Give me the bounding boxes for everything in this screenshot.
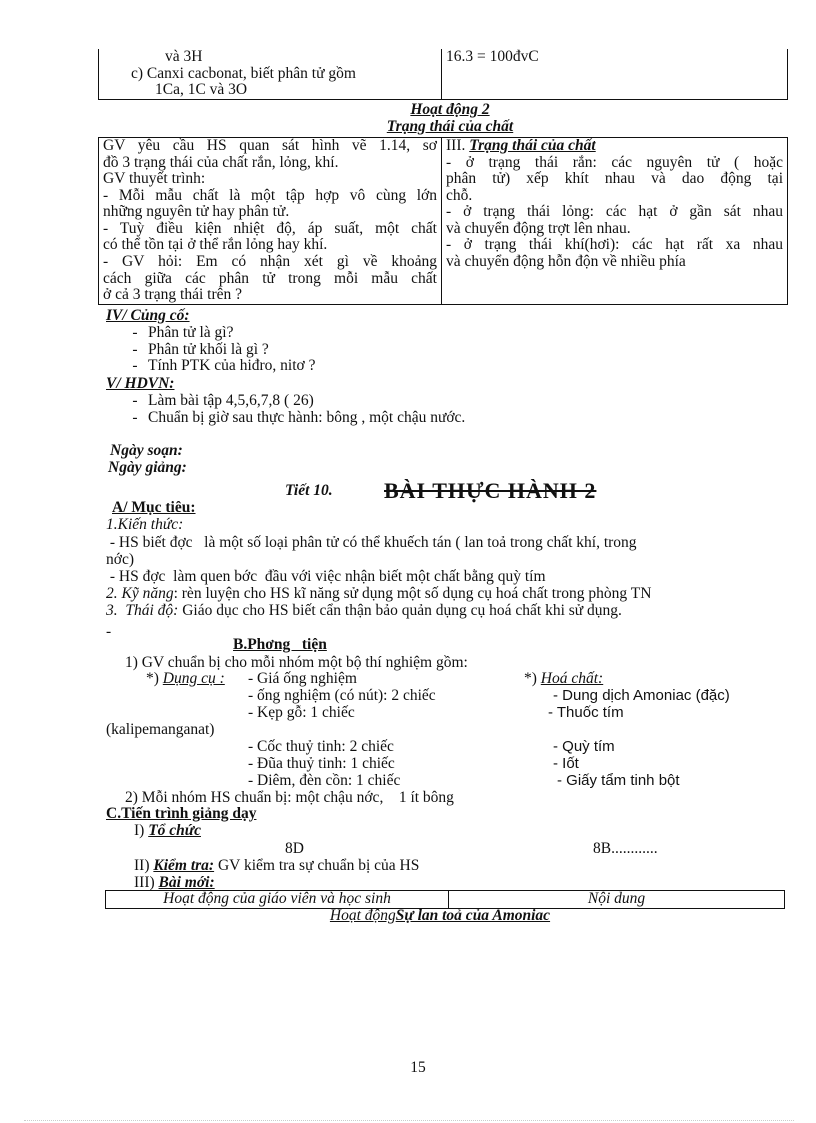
top-table bbox=[98, 49, 788, 100]
activity2-content-cell bbox=[442, 138, 788, 305]
cung-co-bullet: - bbox=[132, 357, 138, 375]
dung-cu-label: Dụng cụ : bbox=[162, 670, 225, 687]
stray-dash: - bbox=[106, 623, 112, 640]
hoa-chat-label: Hoá chất: bbox=[540, 670, 604, 687]
tiet-label: Tiết 10. bbox=[285, 482, 333, 499]
cung-co-heading: IV/ Củng cố: bbox=[106, 307, 190, 324]
dung-cu-item-3: - Kẹp gỗ: 1 chiếc bbox=[248, 704, 355, 721]
top-table-right-cell bbox=[442, 49, 788, 100]
kalipemanganat: (kalipemanganat) bbox=[106, 721, 215, 738]
kien-thuc-line-1: - HS biết đợc là một số loại phân tử có thể khuếch tán ( lan toả trong chất khí, trong bbox=[106, 534, 637, 551]
activity2-right-line-5: và chuyển động trợt lên nhau. bbox=[446, 219, 631, 237]
muc-tieu-heading: A/ Mục tiêu: bbox=[112, 499, 196, 516]
kiem-tra-text: GV kiểm tra sự chuẩn bị của HS bbox=[214, 857, 420, 874]
activity2-left-line-9: cách giữa các phân tử trong mỗi mẫu chất bbox=[103, 269, 437, 287]
lesson-table-header-left: Hoạt động của giáo viên và học sinh bbox=[106, 891, 449, 909]
cung-co-item-1 bbox=[122, 325, 315, 342]
page-bottom-rule bbox=[24, 1120, 794, 1121]
activity2-left-line-5: những nguyên tử hay phân tử. bbox=[103, 203, 290, 221]
activity2-left-line-2: đồ 3 trạng thái của chất rắn, lỏng, khí. bbox=[103, 153, 339, 171]
tien-trinh-heading: C.Tiến trình giảng dạy bbox=[106, 805, 257, 822]
hdvn-heading: V/ HDVN: bbox=[106, 375, 175, 392]
hdvn-item-text: Chuẩn bị giờ sau thực hành: bông , một chậu nước. bbox=[148, 408, 466, 426]
ngay-soan: Ngày soạn: bbox=[110, 442, 183, 459]
kiem-tra-label: Kiểm tra: bbox=[153, 857, 215, 874]
phuong-tien-intro: 1) GV chuẩn bị cho mỗi nhóm một bộ thí nghiệm gồm: bbox=[125, 654, 468, 671]
activity2-right-line-7: và chuyển động hỗn độn về nhiều phía bbox=[446, 253, 686, 271]
lesson-table bbox=[105, 890, 785, 909]
ky-nang-line bbox=[106, 586, 651, 603]
hoa-chat-item-5: - Giấy tẩm tinh bột bbox=[557, 772, 680, 789]
cung-co-bullet: - bbox=[132, 340, 138, 358]
cung-co-item-text: Phân tử là gì? bbox=[148, 324, 234, 341]
activity2-left-line-3: GV thuyết trình: bbox=[103, 170, 206, 188]
to-chuc-label: Tổ chức bbox=[148, 822, 201, 839]
hdvn-bullet: - bbox=[132, 408, 138, 426]
top-left-line-2: c) Canxi cacbonat, biết phân tử gồm bbox=[131, 64, 356, 82]
thai-do-text: Giáo dục cho HS biết cẩn thận bảo quản dụng cụ hoá chất khi sử dụng. bbox=[178, 602, 622, 619]
cung-co-bullet: - bbox=[132, 324, 138, 341]
hoa-chat-item-4: - Iốt bbox=[553, 755, 579, 772]
dung-cu-item-1: - Giá ống nghiệm bbox=[248, 670, 357, 687]
cung-co-item-text: Tính PTK của hiđro, nitơ ? bbox=[148, 357, 316, 375]
hoa-chat-item-3: - Quỳ tím bbox=[553, 738, 615, 755]
dung-cu-item-5: - Đũa thuỷ tinh: 1 chiếc bbox=[248, 755, 395, 772]
activity-title-text: Sự lan toả của Amoniac bbox=[395, 907, 551, 924]
hoa-chat-item-2: - Thuốc tím bbox=[548, 704, 624, 721]
phuong-tien-heading: B.Phơng tiện bbox=[233, 636, 327, 653]
kien-thuc-line-2: nớc) bbox=[106, 551, 134, 568]
kien-thuc-line-3: - HS đợc làm quen bớc đầu với việc nhận biết một chất bằng quỳ tím bbox=[106, 568, 546, 585]
top-left-line-3: 1Ca, 1C và 3O bbox=[155, 81, 248, 99]
hdvn-list bbox=[122, 393, 465, 426]
activity-title-line bbox=[220, 908, 660, 925]
activity2-right-title bbox=[446, 138, 783, 155]
class-8d: 8D bbox=[285, 840, 304, 857]
activity2-heading: Hoạt động 2 bbox=[410, 101, 490, 118]
activity2-left-line-6: - Tuỳ điều kiện nhiệt độ, áp suất, một chất bbox=[103, 219, 437, 237]
hoa-chat-label-line bbox=[524, 671, 603, 688]
activity2-teacher-cell bbox=[99, 138, 442, 305]
hdvn-item-1 bbox=[122, 393, 465, 410]
dung-cu-prefix: *) bbox=[146, 670, 163, 687]
cung-co-item-text: Phân tử khối là gì ? bbox=[148, 340, 269, 358]
ky-nang-text: : rèn luyện cho HS kĩ năng sử dụng một số dụng cụ hoá chất trong phòng TN bbox=[173, 585, 652, 602]
thai-do-label: 3. Thái độ: bbox=[106, 602, 179, 619]
dung-cu-label-line bbox=[146, 671, 225, 688]
hoa-chat-item-1: - Dung dịch Amoniac (đặc) bbox=[553, 687, 730, 704]
dung-cu-item-2: - ống nghiệm (có nút): 2 chiếc bbox=[248, 687, 436, 704]
kien-thuc-label: 1.Kiến thức: bbox=[106, 516, 184, 533]
top-right-line-1: 16.3 = 100đvC bbox=[446, 48, 539, 65]
activity2-subheading: Trạng thái của chất bbox=[386, 118, 514, 135]
hdvn-bullet: - bbox=[132, 392, 138, 409]
bai-moi-label: Bài mới: bbox=[158, 874, 215, 891]
activity2-left-line-10: ở cả 3 trạng thái trên ? bbox=[103, 286, 243, 304]
kiem-tra-line bbox=[134, 858, 419, 875]
ky-nang-label: 2. Kỹ năng bbox=[106, 585, 174, 602]
activity2-right-line-4: - ở trạng thái lỏng: các hạt ở gần sát nhau bbox=[446, 203, 783, 221]
activity2-table bbox=[98, 137, 788, 305]
activity-title-prefix: Hoạt động bbox=[329, 907, 396, 924]
to-chuc-prefix: I) bbox=[134, 822, 149, 839]
hdvn-item-text: Làm bài tập 4,5,6,7,8 ( 26) bbox=[148, 392, 314, 409]
cung-co-list bbox=[122, 325, 315, 375]
to-chuc-line bbox=[134, 823, 201, 840]
activity2-right-line-2: phân tử) xếp khít nhau và dao động tại bbox=[446, 170, 783, 188]
phuong-tien-item-2: 2) Mỗi nhóm HS chuẩn bị: một chậu nớc, 1 ít bông bbox=[125, 789, 454, 806]
dung-cu-item-4: - Cốc thuỷ tinh: 2 chiếc bbox=[248, 738, 394, 755]
hoa-chat-prefix: *) bbox=[524, 670, 541, 687]
lesson-title: BÀI THỰC HÀNH 2 bbox=[384, 478, 597, 503]
activity2-left-line-4: - Mỗi mẫu chất là một tập hợp vô cùng lớn bbox=[103, 186, 437, 204]
bai-moi-prefix: III) bbox=[134, 874, 159, 891]
activity2-right-title-prefix: III. bbox=[446, 137, 466, 154]
class-8b: 8B............ bbox=[593, 840, 658, 857]
activity2-right-line-6: - ở trạng thái khí(hơi): các hạt rất xa nhau bbox=[446, 236, 783, 254]
cung-co-item-2 bbox=[122, 342, 315, 359]
activity2-right-line-3: chỗ. bbox=[446, 186, 473, 204]
activity2-right-title-text: Trạng thái của chất bbox=[469, 137, 596, 154]
hdvn-item-2 bbox=[122, 410, 465, 427]
lesson-table-header-right: Nội dung bbox=[449, 891, 785, 909]
ngay-giang: Ngày giảng: bbox=[108, 459, 187, 476]
thai-do-line bbox=[106, 603, 622, 620]
top-table-left-cell bbox=[99, 49, 442, 100]
page-number: 15 bbox=[410, 1059, 426, 1076]
cung-co-item-3 bbox=[122, 358, 315, 375]
activity2-left-line-8: - GV hỏi: Em có nhận xét gì về khoảng bbox=[103, 253, 437, 271]
top-left-line-1: và 3H bbox=[165, 48, 203, 65]
activity2-left-line-7: có thể tồn tại ở thể rắn lỏng hay khí. bbox=[103, 236, 328, 254]
kiem-tra-prefix: II) bbox=[134, 857, 154, 874]
activity2-right-line-1: - ở trạng thái rắn: các nguyên tử ( hoặc bbox=[446, 153, 783, 171]
activity2-left-line-1: GV yêu cầu HS quan sát hình vẽ 1.14, sơ bbox=[103, 137, 437, 154]
dung-cu-item-6: - Diêm, đèn cồn: 1 chiếc bbox=[248, 772, 401, 789]
